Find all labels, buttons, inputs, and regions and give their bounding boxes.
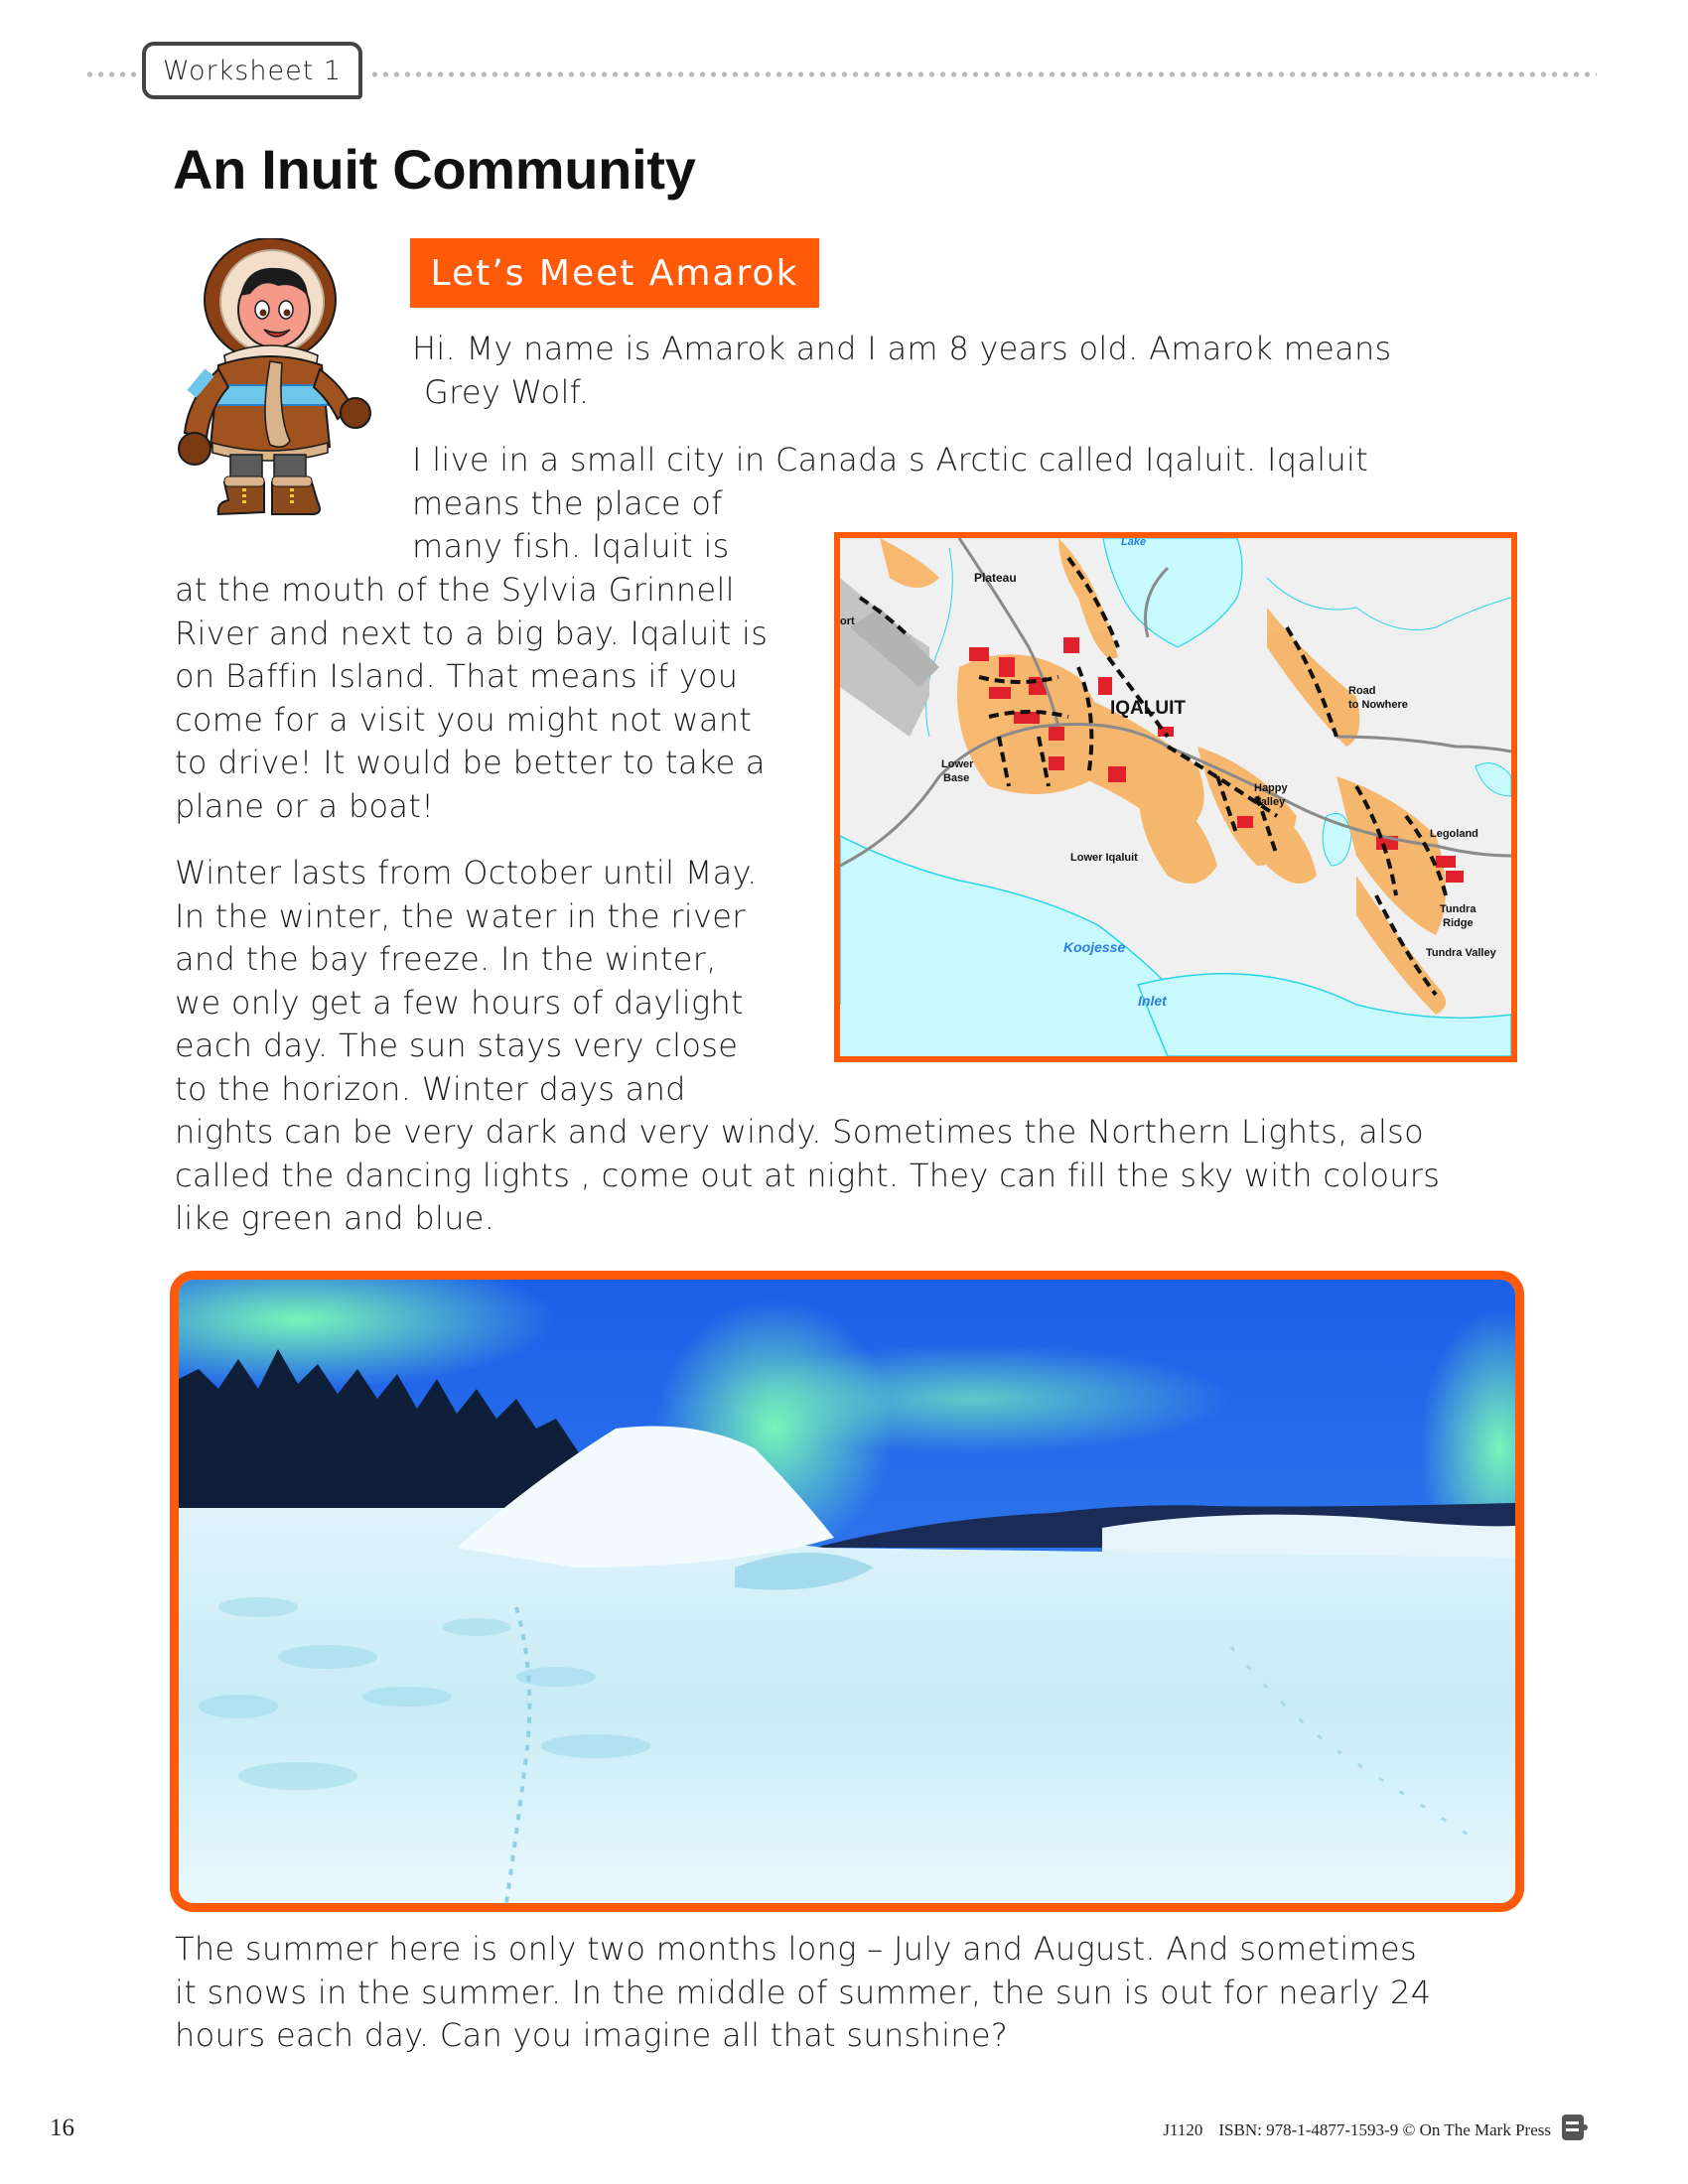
winter-paragraph-left xyxy=(175,852,758,1111)
map-label-iqaluit: IQALUIT xyxy=(1110,698,1186,719)
intro-paragraph xyxy=(412,328,1392,414)
footer-publisher-info xyxy=(1163,2120,1551,2140)
summer-paragraph xyxy=(175,1928,1431,2058)
intro-line-1: Hi. My name is Amarok and I am 8 years old. Amarok means xyxy=(412,330,1392,367)
map-label-legoland: Legoland xyxy=(1430,828,1478,840)
map-label-koojesse: Koojesse xyxy=(1063,939,1126,955)
city-line-1: I live in a small city in Canada s Arctic called Iqaluit. Iqaluit xyxy=(412,441,1369,478)
northern-lights-image xyxy=(179,1280,1515,1903)
map-label-lower-base-1: Lower xyxy=(941,758,974,770)
header-dotted-rule-right xyxy=(369,71,1597,77)
map-label-lower-base-2: Base xyxy=(943,772,970,784)
winter-line-2: In the winter, the water in the river xyxy=(175,896,746,935)
map-label-inlet: Inlet xyxy=(1138,993,1167,1009)
winter-line-5: each day. The sun stays very close xyxy=(175,1026,739,1064)
page-number: 16 xyxy=(50,2115,74,2141)
summer-line-2: it snows in the summer. In the middle of summer, the sun is out for nearly 24 xyxy=(175,1973,1432,2011)
winter-line-7: nights can be very dark and very windy. Sometimes the Northern Lights, also xyxy=(175,1113,1425,1151)
winter-line-8: called the dancing lights , come out at night. They can fill the sky with colours xyxy=(175,1156,1441,1194)
map-label-road-to-nowhere-1: Road xyxy=(1348,685,1376,697)
map-label-road-to-nowhere-2: to Nowhere xyxy=(1348,699,1408,711)
isbn-copyright: ISBN: 978-1-4877-1593-9 © On The Mark Press xyxy=(1218,2120,1551,2139)
city-line-6: on Baffin Island. That means if you xyxy=(175,657,739,695)
worksheet-label: Worksheet 1 xyxy=(142,42,362,99)
city-line-4: at the mouth of the Sylvia Grinnell xyxy=(175,571,735,609)
map-graphic xyxy=(840,538,1511,1056)
city-paragraph-left xyxy=(175,569,768,828)
intro-line-2: Grey Wolf. xyxy=(424,372,590,411)
summer-line-1: The summer here is only two months long – July and August. And sometimes xyxy=(175,1930,1417,1968)
header-dotted-rule-left xyxy=(84,71,142,77)
map-label-tundra-ridge-1: Tundra xyxy=(1440,903,1477,915)
winter-line-4: we only get a few hours of daylight xyxy=(175,983,744,1022)
page-title: An Inuit Community xyxy=(173,138,696,201)
winter-line-6: to the horizon. Winter days and xyxy=(175,1069,686,1108)
city-line-3: many fish. Iqaluit is xyxy=(412,527,730,565)
city-line-5: River and next to a big bay. Iqaluit is xyxy=(175,614,769,652)
winter-line-9: like green and blue. xyxy=(175,1199,495,1237)
winter-line-3: and the bay freeze. In the winter, xyxy=(175,940,717,978)
publisher-logo-icon xyxy=(1560,2113,1588,2142)
map-label-tundra-ridge-2: Ridge xyxy=(1443,917,1474,929)
iqaluit-map xyxy=(834,532,1517,1062)
map-label-lake: Lake xyxy=(1121,536,1147,548)
northern-lights-photo xyxy=(170,1271,1524,1912)
product-code: J1120 xyxy=(1163,2120,1203,2139)
city-line-8: to drive! It would be better to take a xyxy=(175,744,766,781)
map-label-lower-iqaluit: Lower Iqaluit xyxy=(1070,852,1138,864)
city-line-7: come for a visit you might not want xyxy=(175,700,753,739)
inuit-child-icon xyxy=(167,238,373,521)
map-label-happy-valley-2: Valley xyxy=(1254,796,1286,808)
inuit-child-illustration xyxy=(167,238,373,521)
map-label-plateau: Plateau xyxy=(974,571,1017,585)
map-label-happy-valley-1: Happy xyxy=(1254,782,1288,794)
winter-paragraph-wide xyxy=(175,1111,1440,1241)
summer-line-3: hours each day. Can you imagine all that sunshine? xyxy=(175,2016,1009,2054)
map-label-airport: ort xyxy=(840,615,855,627)
city-line-2: means the place of xyxy=(412,483,723,522)
city-line-9: plane or a boat! xyxy=(175,786,435,825)
winter-line-1: Winter lasts from October until May. xyxy=(175,854,758,891)
map-label-tundra-valley: Tundra Valley xyxy=(1426,947,1496,959)
lets-meet-amarok-banner: Let’s Meet Amarok xyxy=(410,238,819,308)
